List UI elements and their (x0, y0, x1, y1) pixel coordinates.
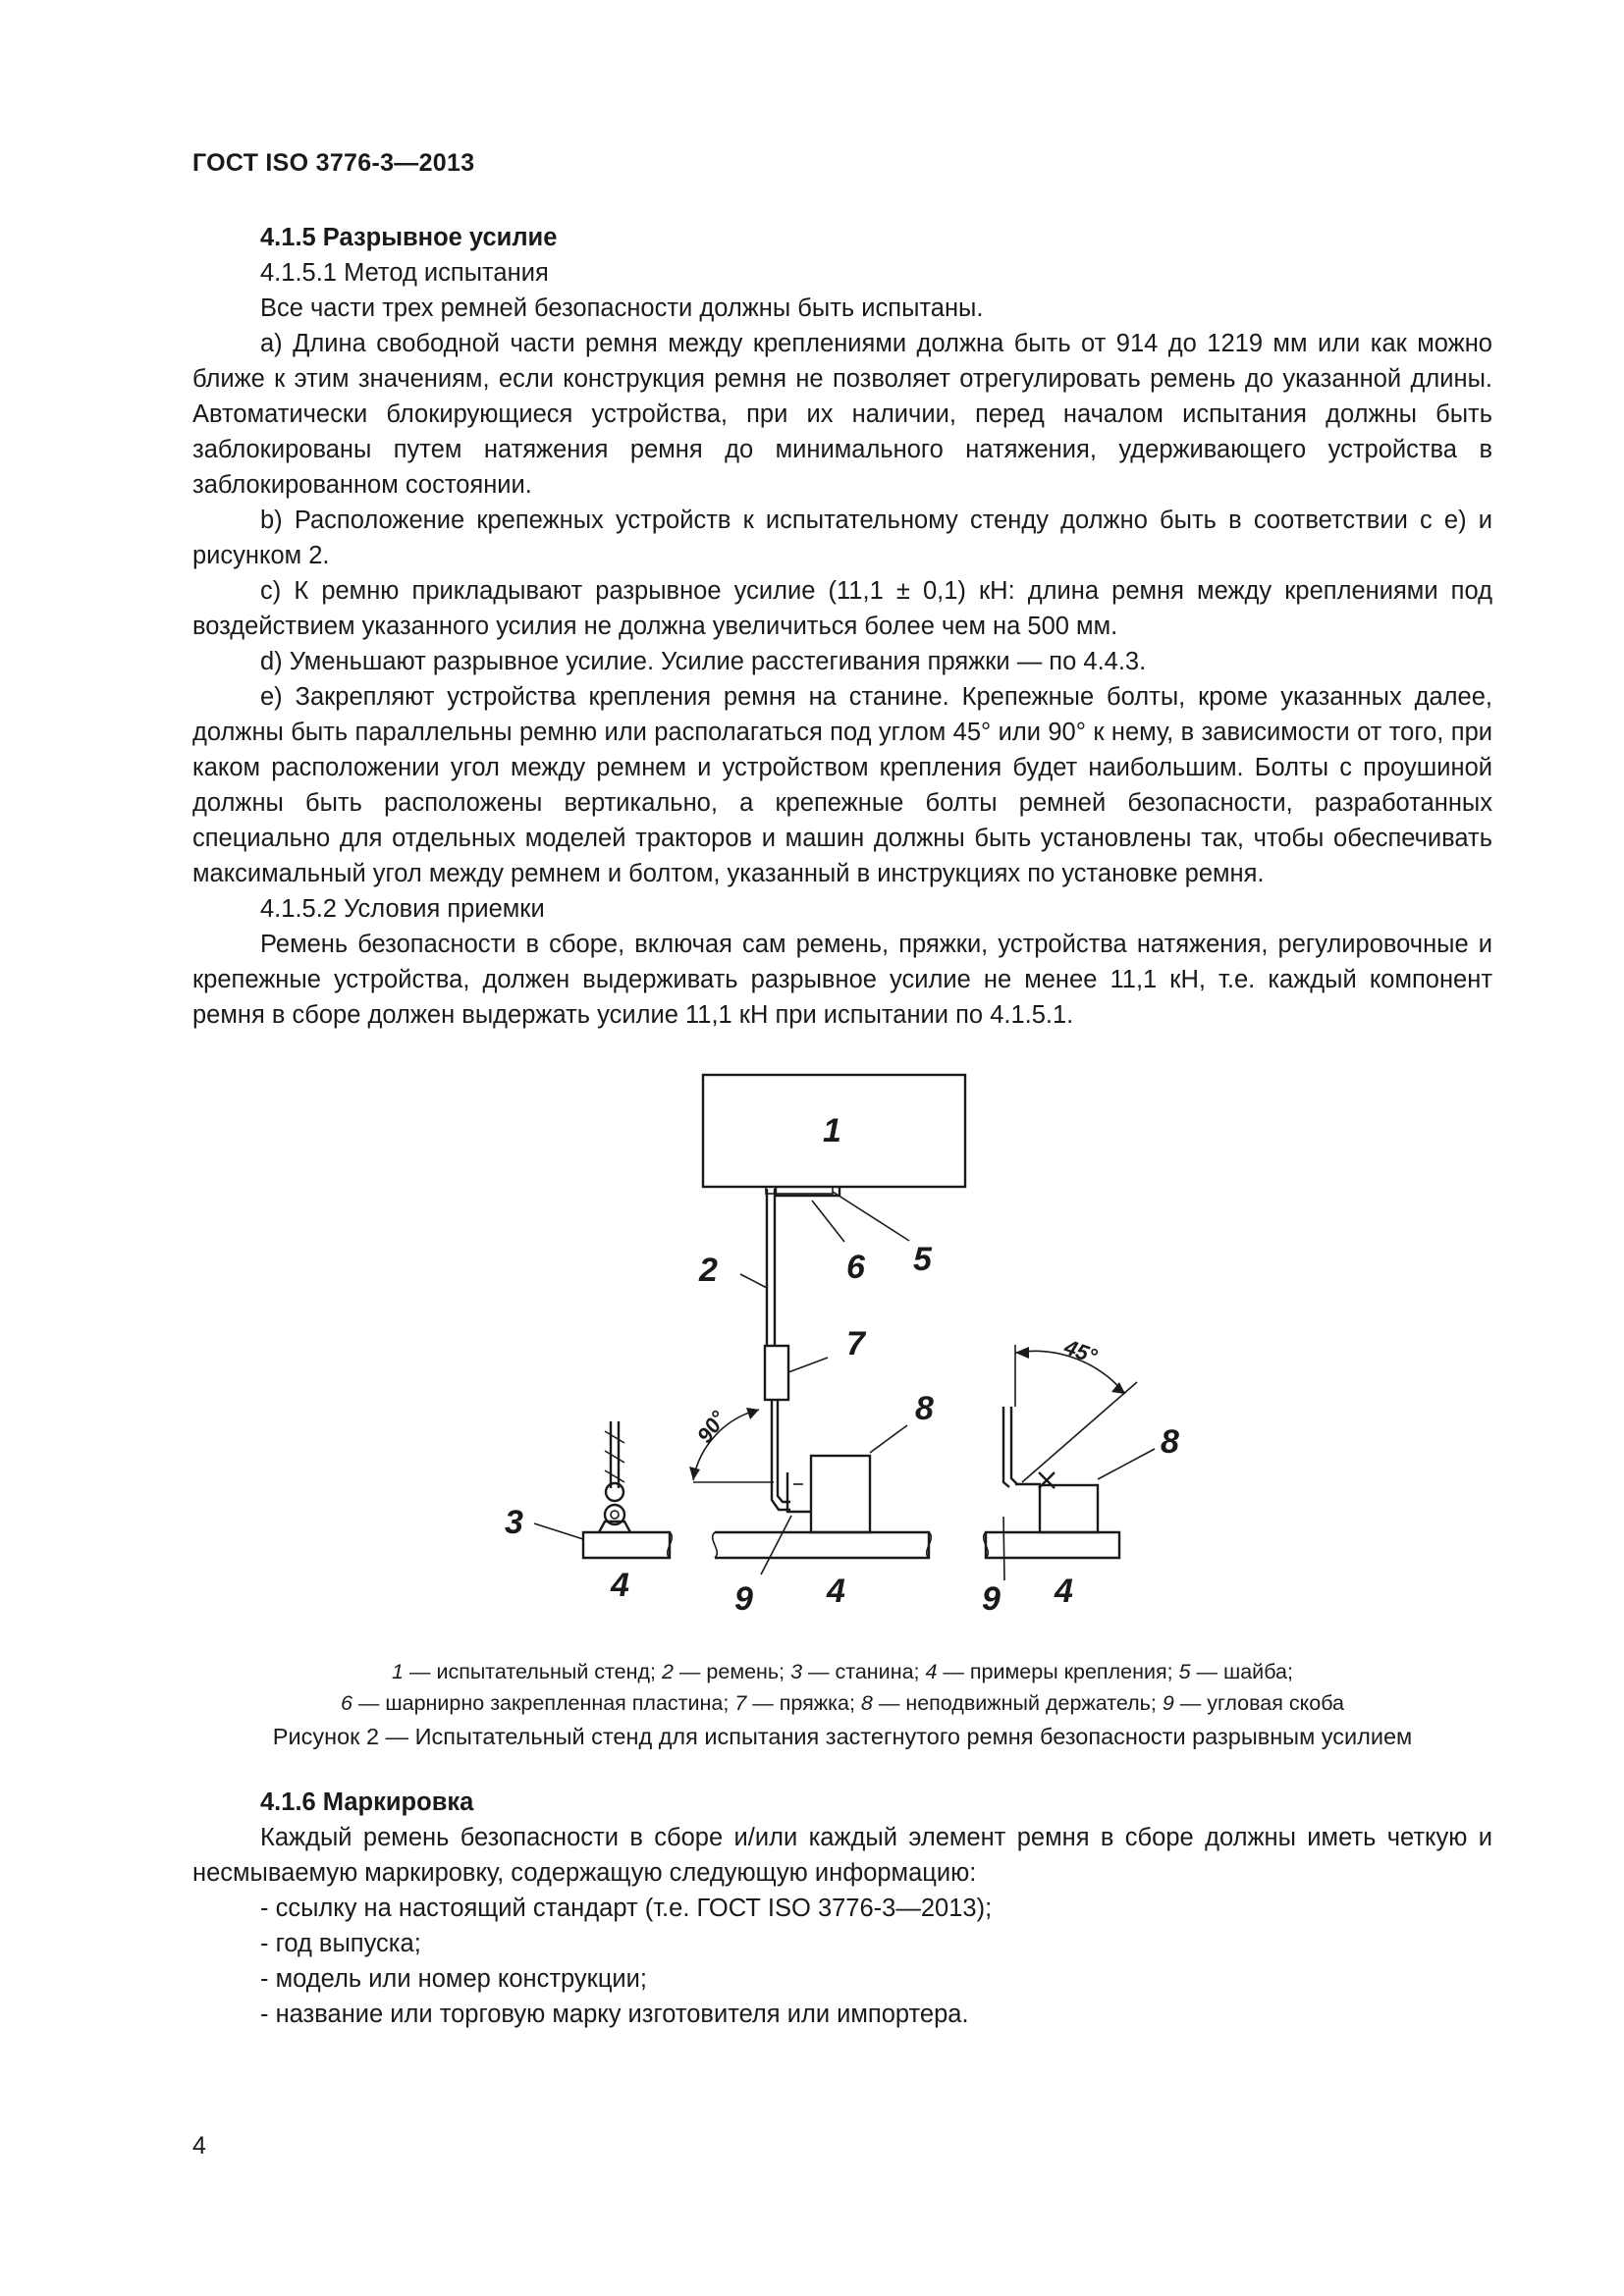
label-3: 3 (505, 1504, 523, 1541)
legend-text: — угловая скоба (1173, 1691, 1345, 1715)
legend-line (192, 1656, 1492, 1687)
angle-bracket (787, 1472, 810, 1512)
legend-text: — шарнирно закрепленная пластина; (352, 1691, 735, 1715)
label-1: 1 (823, 1112, 841, 1149)
figure-2-diagram (0, 1065, 1624, 1654)
label-4: 4 (1055, 1573, 1073, 1610)
label-4: 4 (827, 1573, 845, 1610)
hinged-plate (776, 1188, 839, 1196)
legend-text: — ремень; (673, 1660, 791, 1683)
paragraph-item-a: a) Длина свободной части ремня между креплениями должна быть от 914 до 1219 мм или как можно ближе к этим значениям, если конструкция ремня не позволяет отрегулировать ремень до указанной длины. Автоматически блокирующиеся устройства, при их наличии, перед началом испытания должны быть заблокированы путем натяжения ремня до минимального натяжения, удерживающего устройства в заблокированном состоянии. (192, 330, 1492, 499)
legend-text: — примеры крепления; (937, 1660, 1179, 1683)
list-item: - ссылку на настоящий стандарт (т.е. ГОСТ ISO 3776-3—2013); (260, 1895, 993, 1922)
buckle (765, 1346, 788, 1400)
leader-line (740, 1274, 767, 1288)
eye-bolt-ring (606, 1483, 623, 1501)
legend-num: 9 (1162, 1691, 1174, 1715)
eye-bolt-hole (611, 1511, 619, 1519)
section-4-1-5 (192, 220, 1492, 1033)
paragraph-acceptance: Ремень безопасности в сборе, включая сам ремень, пряжки, устройства натяжения, регулировочные и крепежные устройства, должен выдерживать разрывное усилие не менее 11,1 кН, т.е. каждый компонент ремня в сборе должен выдержать усилие 11,1 кН при испытании по 4.1.5.1. (192, 931, 1492, 1029)
arrowhead (1015, 1347, 1029, 1359)
legend-num: 2 (661, 1660, 674, 1683)
label-6: 6 (846, 1249, 865, 1286)
belt (1003, 1407, 1009, 1487)
leader-line (833, 1192, 909, 1241)
leader-line (761, 1516, 791, 1575)
fixed-holder (811, 1456, 870, 1532)
legend-num: 1 (392, 1660, 404, 1683)
page-number: 4 (192, 2132, 206, 2160)
legend-line (192, 1687, 1492, 1719)
section-4-1-6 (192, 1785, 1492, 2032)
label-7: 7 (846, 1325, 865, 1362)
leader-line (534, 1523, 583, 1539)
paragraph-item-d: d) Уменьшают разрывное усилие. Усилие расстегивания пряжки — по 4.4.3. (260, 648, 1147, 675)
list-item: - модель или номер конструкции; (260, 1965, 648, 1993)
label-9: 9 (982, 1580, 1001, 1618)
label-2: 2 (699, 1252, 718, 1289)
arrowhead (1111, 1382, 1125, 1394)
document-header: ГОСТ ISO 3776-3—2013 (192, 149, 475, 177)
figure-caption: Рисунок 2 — Испытательный стенд для испытания застегнутого ремня безопасности разрывным усилием (272, 1724, 1413, 1749)
belt (1011, 1407, 1017, 1484)
section-heading: 4.1.5 Разрывное усилие (260, 224, 558, 251)
paragraph-item-c: c) К ремню прикладывают разрывное усилие (11,1 ± 0,1) кН: длина ремня между креплениями под воздействием указанного усилия не должна увеличиться более чем на 500 мм. (192, 577, 1492, 640)
paragraph-item-b: b) Расположение крепежных устройств к испытательному стенду должно быть в соответствии с е) и рисунком 2. (192, 507, 1492, 569)
legend-num: 3 (790, 1660, 803, 1683)
list-item: - название или торговую марку изготовителя или импортера. (260, 2001, 969, 2028)
leader-line (870, 1425, 907, 1453)
legend-num: 5 (1178, 1660, 1191, 1683)
subsection-heading: 4.1.5.1 Метод испытания (260, 259, 549, 287)
section-heading: 4.1.6 Маркировка (260, 1789, 474, 1816)
arrowhead (689, 1467, 700, 1480)
legend-text: — пряжка; (746, 1691, 861, 1715)
legend-num: 8 (860, 1691, 873, 1715)
eye-bolt-base (599, 1522, 630, 1532)
chain (605, 1431, 624, 1482)
legend-num: 7 (734, 1691, 747, 1715)
label-8: 8 (1161, 1423, 1179, 1461)
paragraph-item-e: e) Закрепляют устройства крепления ремня на станине. Крепежные болты, кроме указанных далее, должны быть параллельны ремню или располагаться под углом 45° или 90° к нему, в зависимости от того, при каком расположении угол между ремнем и устройством крепления будет наибольшим. Болты с проушиной должны быть расположены вертикально, а крепежные болты ремней безопасности, разработанных специально для отдельных моделей тракторов и машин должны быть установлены так, чтобы обеспечивать максимальный угол между ремнем и болтом, указанный в инструкциях по установке ремня. (192, 683, 1492, 887)
base (715, 1532, 929, 1558)
label-4: 4 (611, 1567, 629, 1604)
angle-label-90: 90° (691, 1406, 731, 1448)
legend-text: — испытательный стенд; (404, 1660, 662, 1683)
paragraph: Все части трех ремней безопасности должны быть испытаны. (260, 294, 984, 322)
label-9: 9 (734, 1580, 753, 1618)
figure-legend (192, 1656, 1492, 1719)
leader-line (788, 1358, 828, 1372)
label-8: 8 (915, 1390, 934, 1427)
legend-text: — шайба; (1190, 1660, 1293, 1683)
leader-line (1098, 1449, 1155, 1479)
leader-line (1003, 1517, 1004, 1580)
fixed-holder (1040, 1485, 1098, 1532)
base (986, 1532, 1119, 1558)
legend-num: 4 (925, 1660, 938, 1683)
legend-num: 6 (340, 1691, 352, 1715)
list-item: - год выпуска; (260, 1930, 421, 1957)
legend-text: — станина; (802, 1660, 926, 1683)
angle-label-45: 45° (1060, 1334, 1101, 1369)
subsection-heading: 4.1.5.2 Условия приемки (260, 895, 545, 923)
label-5: 5 (913, 1241, 932, 1278)
legend-text: — неподвижный держатель; (872, 1691, 1163, 1715)
base (583, 1532, 670, 1558)
base-break (713, 1532, 718, 1558)
leader-line (812, 1201, 844, 1242)
paragraph: Каждый ремень безопасности в сборе и/или каждый элемент ремня в сборе должны иметь четкую и несмываемую маркировку, содержащую следующую информацию: (192, 1824, 1492, 1887)
